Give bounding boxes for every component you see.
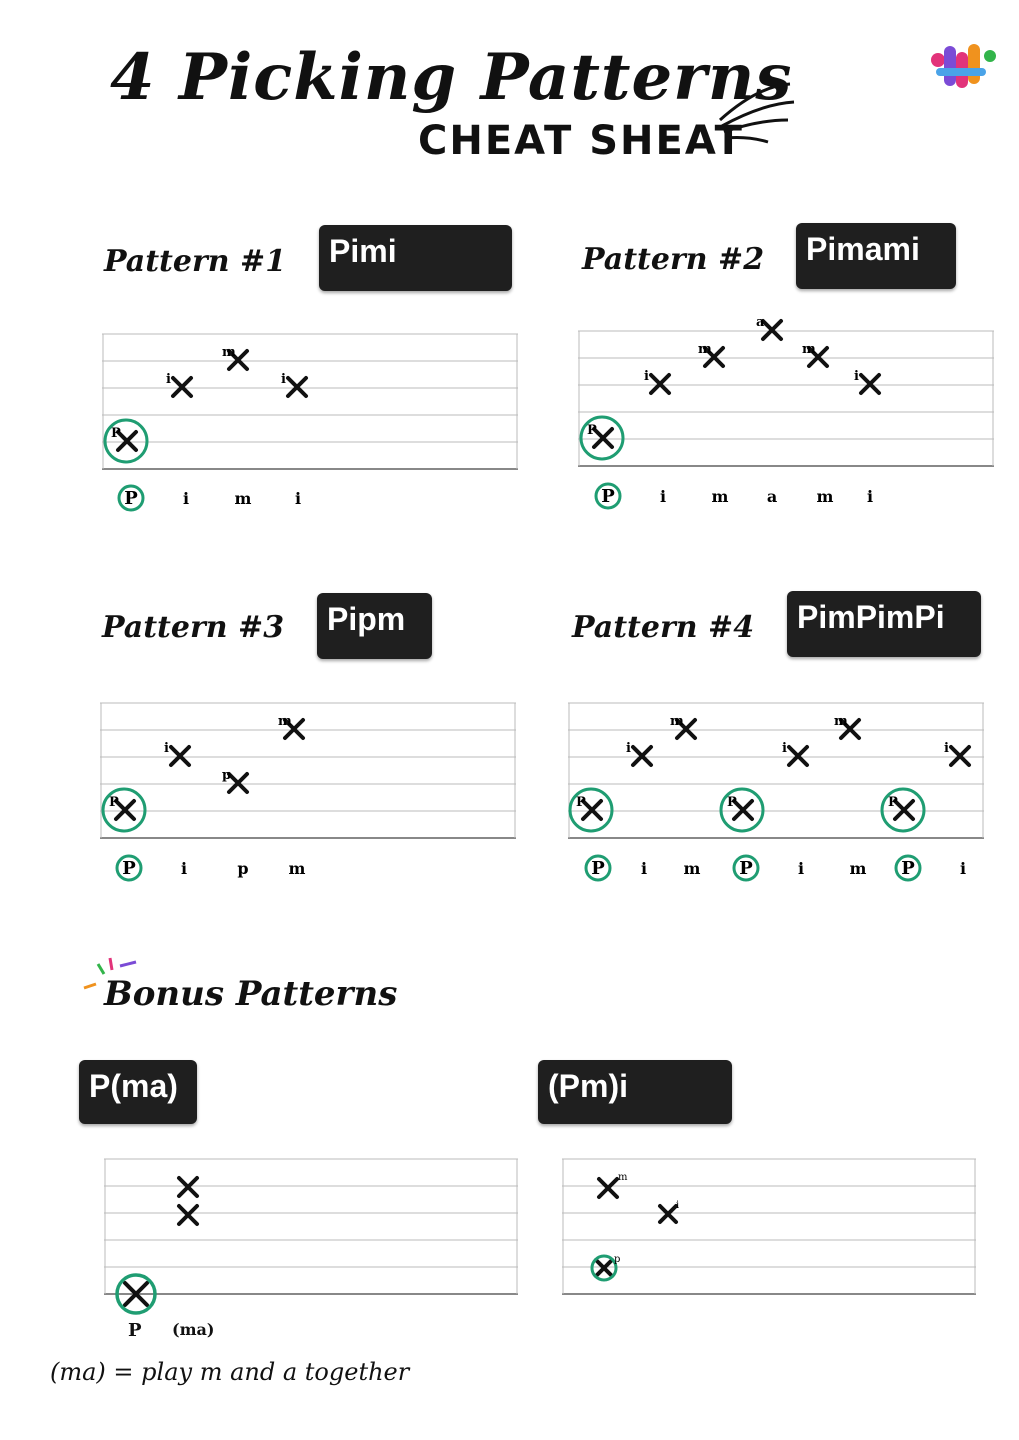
note-finger-label: i (164, 741, 169, 756)
note-finger-label: m (834, 714, 848, 729)
note-finger-label: i (854, 369, 859, 384)
pattern-2-staff (578, 315, 994, 470)
sequence-finger: P (122, 858, 136, 879)
tab-note-i (626, 741, 651, 765)
tab-note-P (882, 789, 924, 831)
tab-staff-3 (100, 702, 516, 842)
sequence-finger: a (766, 487, 778, 506)
tab-note-m (834, 714, 859, 738)
sequence-finger: i (182, 489, 190, 508)
tab-staff-bonus-2 (562, 1158, 976, 1298)
sequence-finger: P (739, 858, 753, 879)
sparkle-lines-icon (718, 76, 798, 146)
note-finger-label: i (782, 741, 787, 756)
note-finger-label: m (698, 342, 712, 357)
tab-note-m (179, 1206, 197, 1224)
pattern-2-name-badge: Pimami (796, 223, 956, 289)
pattern-4-staff (568, 702, 984, 842)
tab-note-i (166, 372, 191, 396)
page-title: 4 Picking Patterns (110, 40, 793, 115)
sequence-finger: i (640, 859, 648, 878)
bonus-1-seq-p: P (128, 1320, 142, 1341)
tab-note-i (660, 1206, 676, 1222)
sequence-finger: m (816, 487, 834, 506)
note-finger-label: P (587, 423, 597, 438)
pattern-3-label: Pattern #3 (102, 610, 285, 645)
sequence-finger: m (234, 489, 252, 508)
sequence-finger: i (294, 489, 302, 508)
note-finger-label: m (278, 714, 292, 729)
tab-note-P (570, 789, 612, 831)
note-finger-label: i (166, 372, 171, 387)
tab-note-P (581, 417, 623, 459)
tab-note-m (698, 342, 723, 366)
sequence-finger: i (659, 487, 667, 506)
pattern-1-sequence (100, 476, 520, 516)
bonus-1-staff (104, 1158, 518, 1298)
note-finger-label: i (944, 741, 949, 756)
bonus-2-staff (562, 1158, 976, 1298)
bonus-1-seq-ma: (ma) (172, 1320, 215, 1339)
sequence-finger: P (124, 488, 138, 509)
pattern-1-label: Pattern #1 (104, 244, 287, 279)
note-finger-label: P (111, 426, 121, 441)
tab-note-m (599, 1179, 617, 1197)
bonus-1-name-badge: P(ma) (79, 1060, 197, 1124)
note-finger-label: m (802, 342, 816, 357)
tab-note-P (103, 789, 145, 831)
brand-logo-icon (928, 38, 1002, 94)
tab-note-i (944, 741, 969, 765)
note-finger-label: m (670, 714, 684, 729)
tab-note-a (756, 315, 781, 339)
note-finger-label: i (281, 372, 286, 387)
note-finger-label: P (888, 795, 898, 810)
pattern-4-name-badge: PimPimPi (787, 591, 981, 657)
tab-staff-1 (102, 333, 518, 473)
tab-staff-2 (578, 315, 994, 470)
pattern-2-sequence (578, 474, 998, 514)
pattern-3-name-badge: Pipm (317, 593, 432, 659)
note-finger-label: p (222, 768, 232, 783)
sequence-finger: P (591, 858, 605, 879)
note-finger-label: a (756, 315, 765, 330)
pattern-1-name-badge: Pimi (319, 225, 512, 291)
sequence-finger: P (601, 486, 615, 507)
tab-note-P (721, 789, 763, 831)
tab-staff-4 (568, 702, 984, 842)
note-finger-label: P (576, 795, 586, 810)
note-finger-label: m (618, 1172, 628, 1183)
sequence-finger: i (797, 859, 805, 878)
tab-note-m (802, 342, 827, 366)
sequence-finger: m (288, 859, 306, 878)
note-finger-label: i (644, 369, 649, 384)
tab-note-m (670, 714, 695, 738)
tab-note-i (281, 372, 306, 396)
note-finger-label: P (727, 795, 737, 810)
tab-note-a (179, 1178, 197, 1196)
bonus-title: Bonus Patterns (104, 974, 398, 1014)
sequence-finger: P (901, 858, 915, 879)
tab-note-i (782, 741, 807, 765)
note-finger-label: P (109, 795, 119, 810)
note-finger-label: m (222, 345, 236, 360)
tab-note-m (278, 714, 303, 738)
pattern-3-sequence (100, 846, 520, 886)
note-finger-label: p (614, 1254, 621, 1265)
tab-note-i (644, 369, 669, 393)
bonus-footnote: (ma) = play m and a together (50, 1358, 410, 1386)
pattern-4-sequence (568, 846, 988, 886)
note-finger-label: i (676, 1200, 680, 1211)
sequence-finger: i (180, 859, 188, 878)
tab-note-i (164, 741, 189, 765)
tab-note-P (105, 420, 147, 462)
pattern-3-staff (100, 702, 516, 842)
page-subtitle: CHEAT SHEAT (418, 118, 744, 164)
tab-note-p (222, 768, 247, 792)
pattern-4-label: Pattern #4 (572, 610, 755, 645)
sequence-finger: i (866, 487, 874, 506)
sequence-finger: m (849, 859, 867, 878)
sequence-finger: i (959, 859, 967, 878)
pattern-2-label: Pattern #2 (582, 242, 765, 277)
tab-staff-bonus-1 (104, 1158, 518, 1298)
tab-note-m (222, 345, 247, 369)
sequence-finger: p (237, 859, 249, 878)
pattern-1-staff (102, 333, 518, 473)
tab-note-P (596, 1260, 612, 1276)
bonus-2-name-badge: (Pm)i (538, 1060, 732, 1124)
note-finger-label: i (626, 741, 631, 756)
tab-note-i (854, 369, 879, 393)
sequence-finger: m (683, 859, 701, 878)
sequence-finger: m (711, 487, 729, 506)
